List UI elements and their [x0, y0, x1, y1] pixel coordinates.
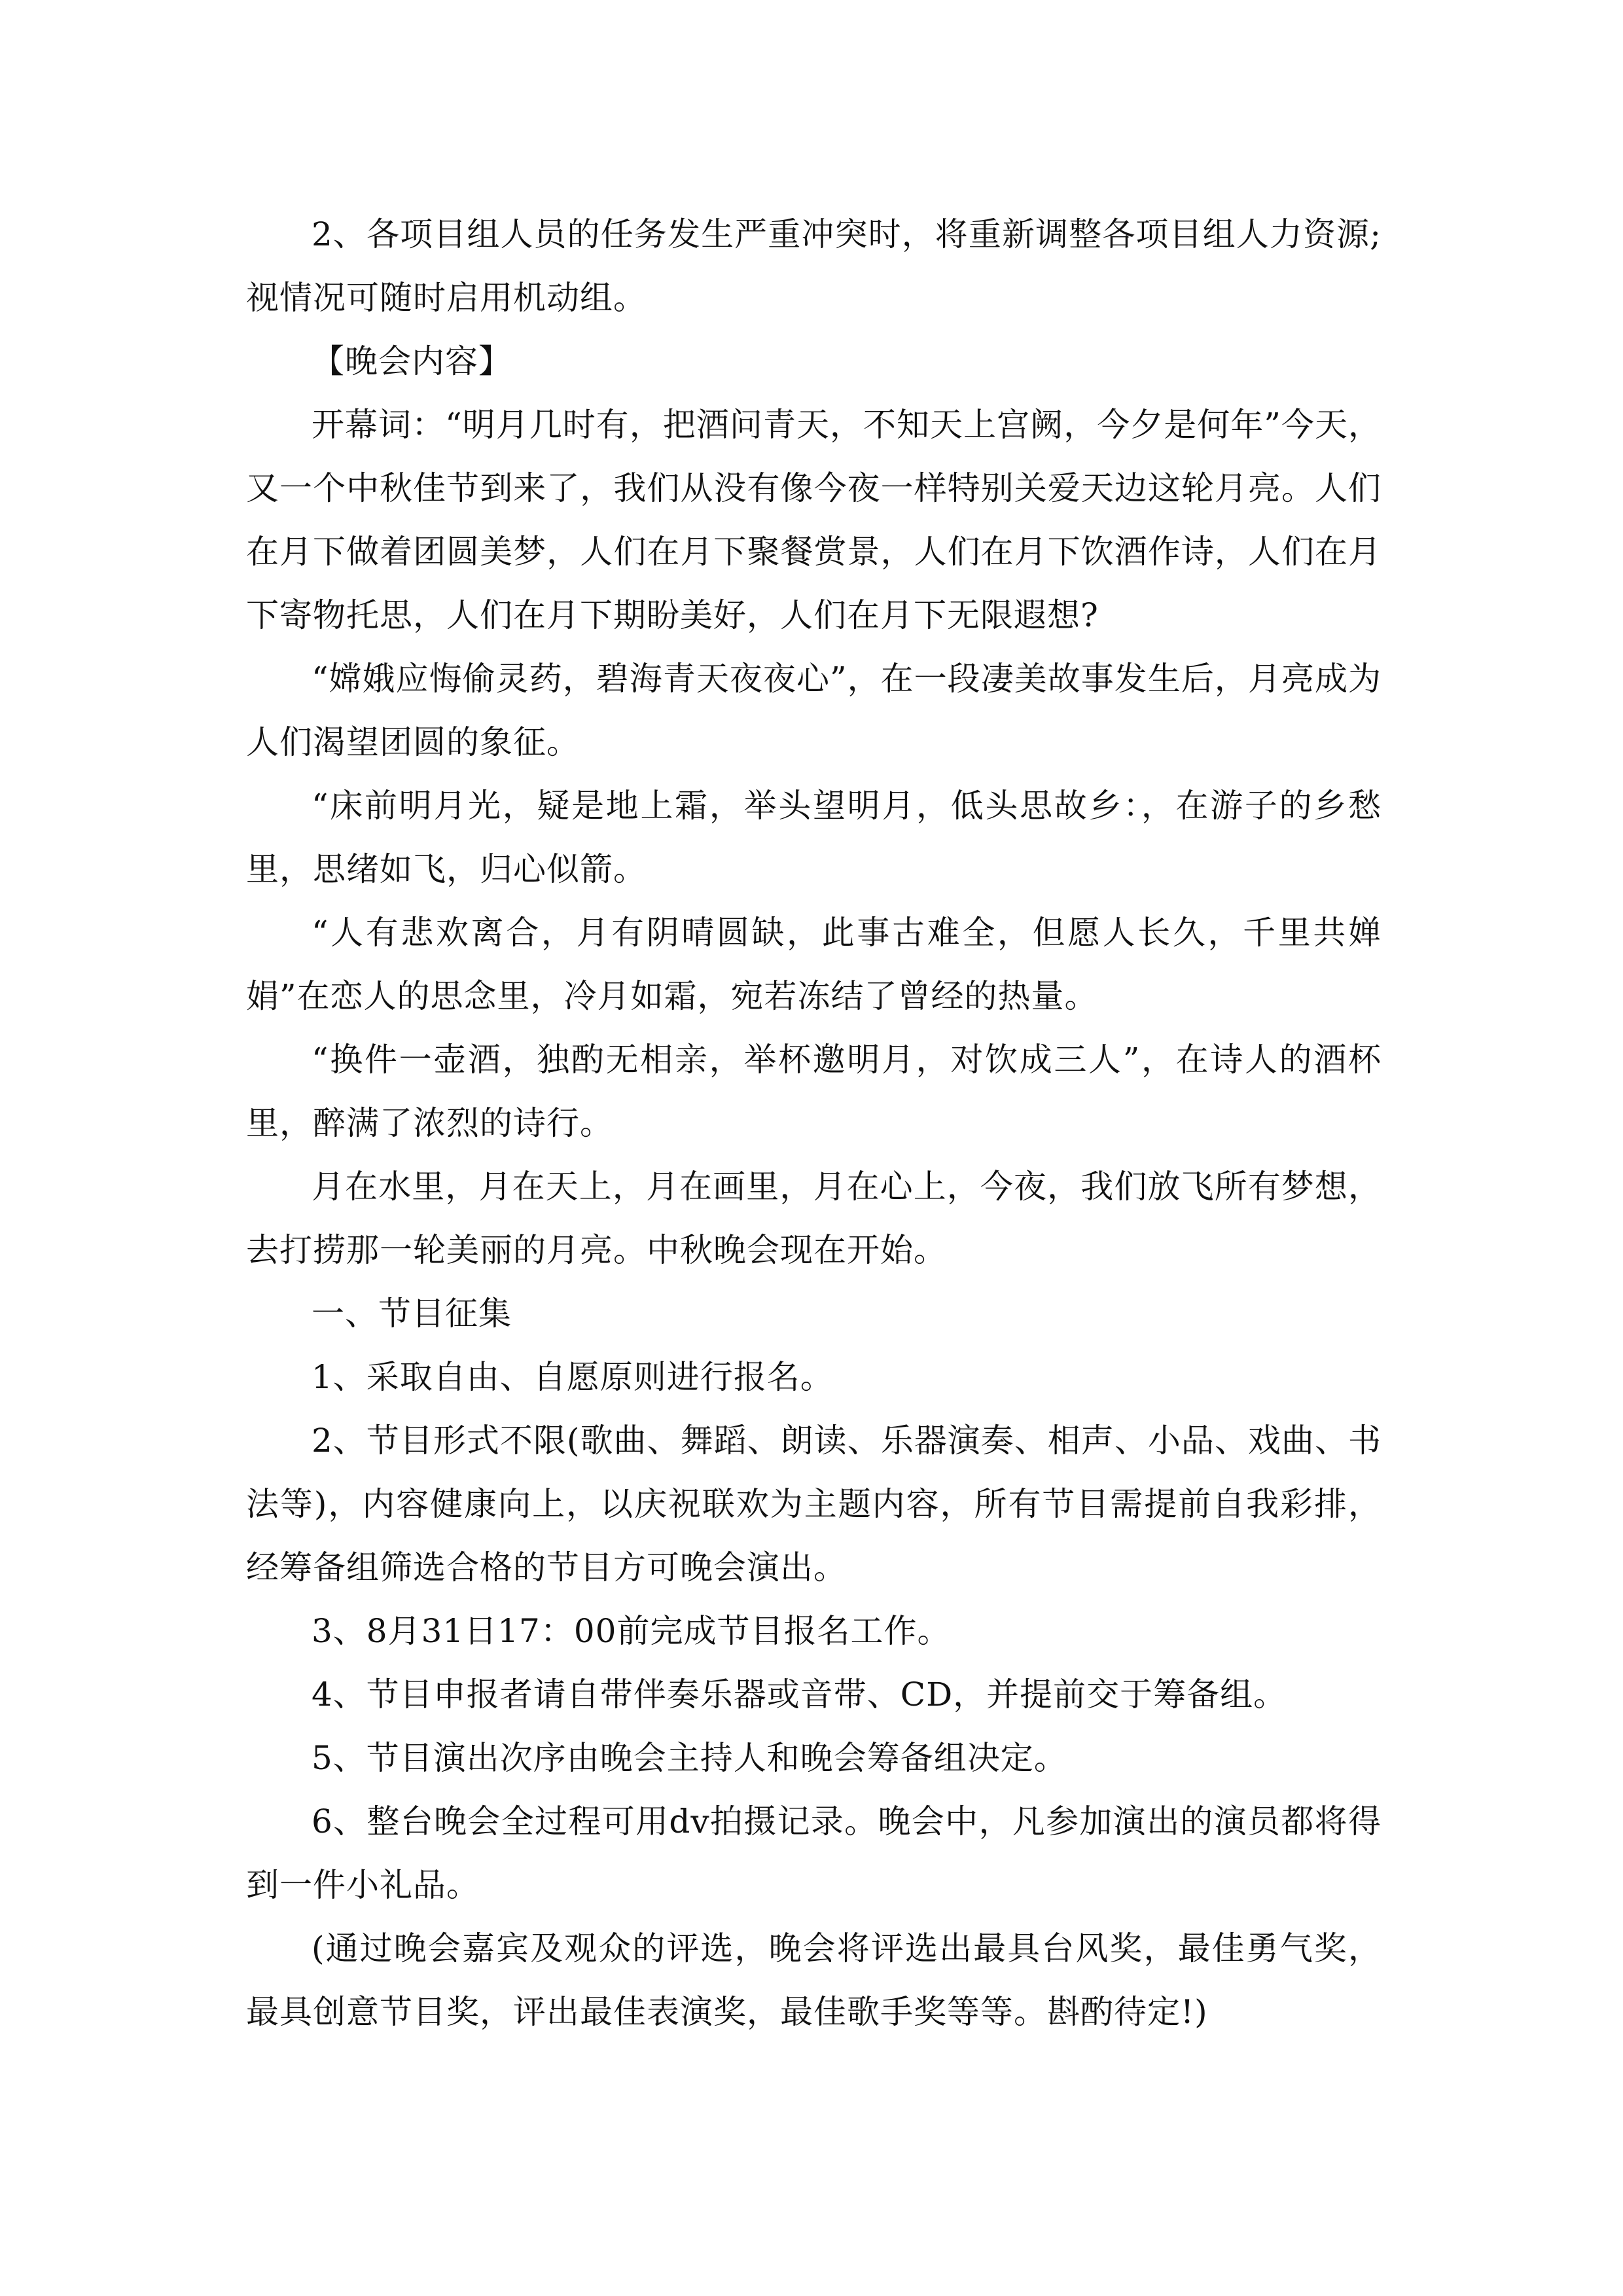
paragraph-moonlight-poem: “床前明月光，疑是地上霜，举头望明月，低头思故乡：，在游子的乡愁里，思绪如飞，归心似箭。 — [246, 787, 1382, 888]
paragraph-conflict-adjustment: 2、各项目组人员的任务发生严重冲突时，将重新调整各项目组人力资源;视情况可随时启用机动组。 — [246, 215, 1382, 317]
list-item-deadline: 3、8月31日17：00前完成节目报名工作。 — [312, 1612, 951, 1650]
list-item-recording-gift: 6、整台晚会全过程可用dv拍摄记录。晚会中，凡参加演出的演员都将得到一件小礼品。 — [246, 1803, 1382, 1904]
document-body — [246, 203, 1382, 2044]
paragraph-awards-note: (通过晚会嘉宾及观众的评选，晚会将评选出最具台风奖，最佳勇气奖，最具创意节目奖，评出最佳表演奖，最佳歌手奖等等。斟酌待定!) — [246, 1929, 1382, 2031]
paragraph-change-poem: “嫦娥应悔偷灵药，碧海青天夜夜心”，在一段凄美故事发生后，月亮成为人们渴望团圆的象征。 — [246, 660, 1382, 761]
paragraph-reunion-poem: “人有悲欢离合，月有阴晴圆缺，此事古难全，但愿人长久，千里共婵娟”在恋人的思念里，冷月如霜，宛若冻结了曾经的热量。 — [246, 914, 1382, 1015]
paragraph-opening-speech: 开幕词：“明月几时有，把酒问青天，不知天上宫阙，今夕是何年”今天，又一个中秋佳节到来了，我们从没有像今夜一样特别关爱天边这轮月亮。人们在月下做着团圆美梦，人们在月下聚餐赏景，人们在月下饮酒作诗，人们在月下寄物托思，人们在月下期盼美好，人们在月下无限遐想? — [246, 406, 1382, 634]
paragraph-wine-poem: “换件一壶酒，独酌无相亲，举杯邀明月，对饮成三人”，在诗人的酒杯里，醉满了浓烈的诗行。 — [246, 1041, 1382, 1142]
paragraph-gala-start: 月在水里，月在天上，月在画里，月在心上，今夜，我们放飞所有梦想，去打捞那一轮美丽的月亮。中秋晚会现在开始。 — [246, 1168, 1382, 1269]
section-heading-program-collection: 一、节目征集 — [312, 1295, 512, 1333]
list-item-performance-order: 5、节目演出次序由晚会主持人和晚会筹备组决定。 — [312, 1739, 1067, 1777]
list-item-equipment: 4、节目申报者请自带伴奏乐器或音带、CD，并提前交于筹备组。 — [312, 1676, 1287, 1713]
section-heading-gala-content: 【晚会内容】 — [312, 342, 512, 380]
list-item-registration: 1、采取自由、自愿原则进行报名。 — [312, 1358, 834, 1396]
list-item-program-forms: 2、节目形式不限(歌曲、舞蹈、朗读、乐器演奏、相声、小品、戏曲、书法等)，内容健康向上，以庆祝联欢为主题内容，所有节目需提前自我彩排，经筹备组筛选合格的节目方可晚会演出。 — [246, 1422, 1382, 1587]
